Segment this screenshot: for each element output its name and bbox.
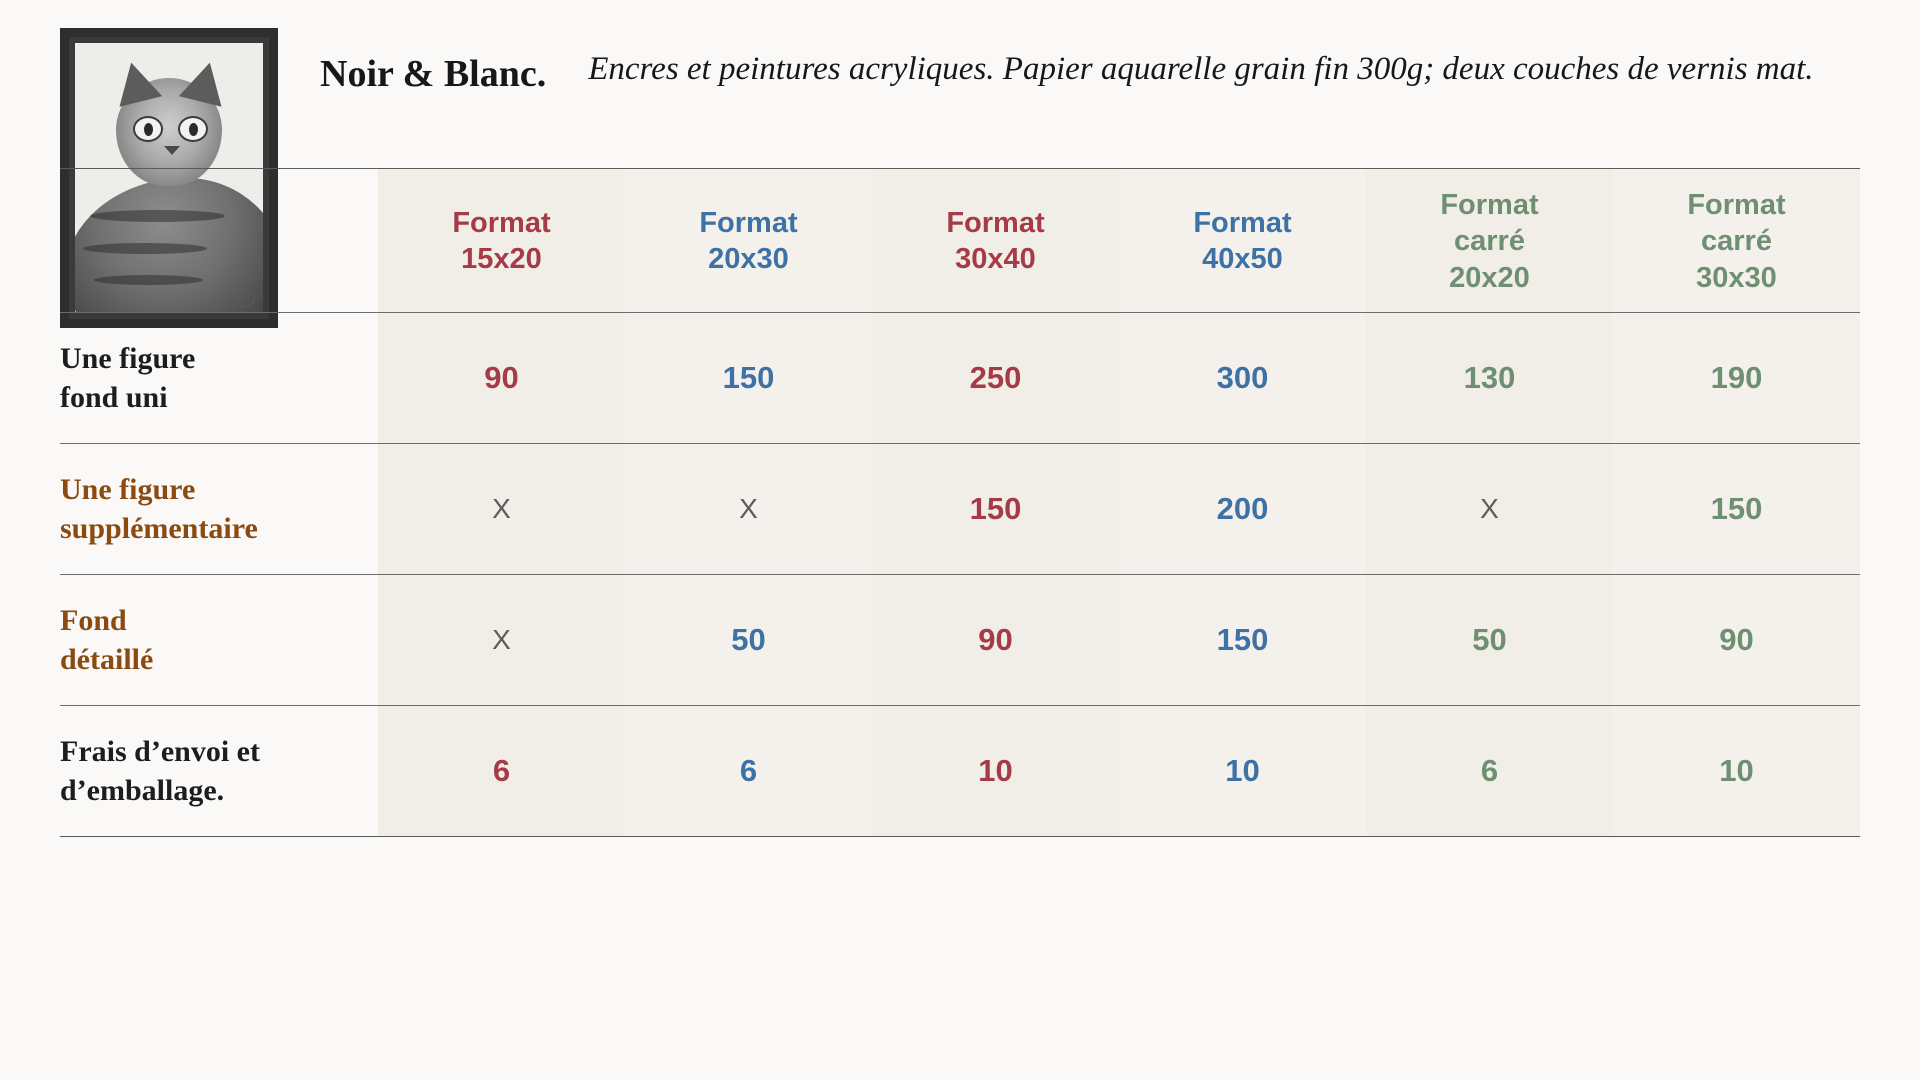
row-label-line2: fond uni bbox=[60, 380, 168, 414]
price-cell: 150 bbox=[1119, 574, 1366, 705]
row-label-fond-detaille bbox=[60, 574, 378, 705]
price-cell: 150 bbox=[625, 312, 872, 443]
page-title: Noir & Blanc. bbox=[320, 53, 547, 95]
row-label-une-figure-supplementaire bbox=[60, 443, 378, 574]
table-row bbox=[60, 574, 1860, 705]
price-table bbox=[60, 168, 1860, 837]
price-cell: 300 bbox=[1119, 312, 1366, 443]
cat-nose-shape bbox=[164, 146, 180, 155]
price-cell: 50 bbox=[1366, 574, 1613, 705]
row-label-line1: Fond bbox=[60, 603, 127, 637]
table-row bbox=[60, 705, 1860, 836]
price-cell: X bbox=[1366, 443, 1613, 574]
column-header-line1: Format bbox=[1193, 207, 1292, 240]
price-cell: 150 bbox=[1613, 443, 1860, 574]
table-head bbox=[60, 169, 1860, 313]
price-cell: 6 bbox=[378, 705, 625, 836]
table-body bbox=[60, 312, 1860, 837]
column-header-line2: 40x50 bbox=[1202, 243, 1283, 276]
price-cell: X bbox=[378, 443, 625, 574]
table-bottom-rule-row bbox=[60, 836, 1860, 837]
row-label-line2: supplémentaire bbox=[60, 511, 258, 545]
row-label-une-figure-fond-uni bbox=[60, 312, 378, 443]
table-bottom-rule bbox=[60, 836, 1860, 837]
page-subtitle: Encres et peintures acryliques. Papier aquarelle grain fin 300g; deux couches de vernis mat. bbox=[588, 51, 1814, 87]
column-header-format-40x50 bbox=[1119, 169, 1366, 313]
price-cell: 150 bbox=[872, 443, 1119, 574]
column-header-line2: carré bbox=[1454, 225, 1525, 258]
price-cell: 90 bbox=[872, 574, 1119, 705]
corner-cell bbox=[60, 169, 378, 313]
price-table-wrapper bbox=[60, 168, 1860, 837]
price-cell: 90 bbox=[1613, 574, 1860, 705]
column-header-line2: 30x40 bbox=[955, 243, 1036, 276]
price-cell: 90 bbox=[378, 312, 625, 443]
row-label-line1: Frais d’envoi et bbox=[60, 734, 260, 768]
column-header-format-15x20 bbox=[378, 169, 625, 313]
row-label-line2: détaillé bbox=[60, 642, 154, 676]
table-row bbox=[60, 312, 1860, 443]
column-header-line1: Format bbox=[699, 207, 798, 240]
table-header-row bbox=[60, 169, 1860, 313]
price-cell: X bbox=[378, 574, 625, 705]
row-label-line1: Une figure bbox=[60, 472, 196, 506]
column-header-format-20x30 bbox=[625, 169, 872, 313]
column-header-format-carre-30x30 bbox=[1613, 169, 1860, 313]
price-cell: 50 bbox=[625, 574, 872, 705]
price-cell: X bbox=[625, 443, 872, 574]
column-header-line1: Format bbox=[1687, 189, 1786, 221]
price-cell: 200 bbox=[1119, 443, 1366, 574]
column-header-line2: 20x30 bbox=[708, 243, 789, 276]
column-header-format-30x40 bbox=[872, 169, 1119, 313]
price-cell: 190 bbox=[1613, 312, 1860, 443]
table-row bbox=[60, 443, 1860, 574]
header-text bbox=[278, 28, 1920, 96]
price-cell: 250 bbox=[872, 312, 1119, 443]
column-header-line3: 30x30 bbox=[1696, 261, 1777, 294]
price-cell: 6 bbox=[1366, 705, 1613, 836]
column-header-line2: carré bbox=[1701, 225, 1772, 258]
price-cell: 10 bbox=[1613, 705, 1860, 836]
cat-eye-left-shape bbox=[133, 116, 163, 142]
price-cell: 10 bbox=[872, 705, 1119, 836]
price-cell: 130 bbox=[1366, 312, 1613, 443]
price-cell: 6 bbox=[625, 705, 872, 836]
row-label-line2: d’emballage. bbox=[60, 773, 225, 807]
column-header-line1: Format bbox=[946, 207, 1045, 240]
column-header-format-carre-20x20 bbox=[1366, 169, 1613, 313]
column-header-line1: Format bbox=[452, 207, 551, 240]
row-label-frais-envoi-emballage bbox=[60, 705, 378, 836]
price-cell: 10 bbox=[1119, 705, 1366, 836]
column-header-line1: Format bbox=[1440, 189, 1539, 221]
column-header-line2: 15x20 bbox=[461, 243, 542, 276]
column-header-line3: 20x20 bbox=[1449, 261, 1530, 294]
row-label-line1: Une figure bbox=[60, 341, 196, 375]
